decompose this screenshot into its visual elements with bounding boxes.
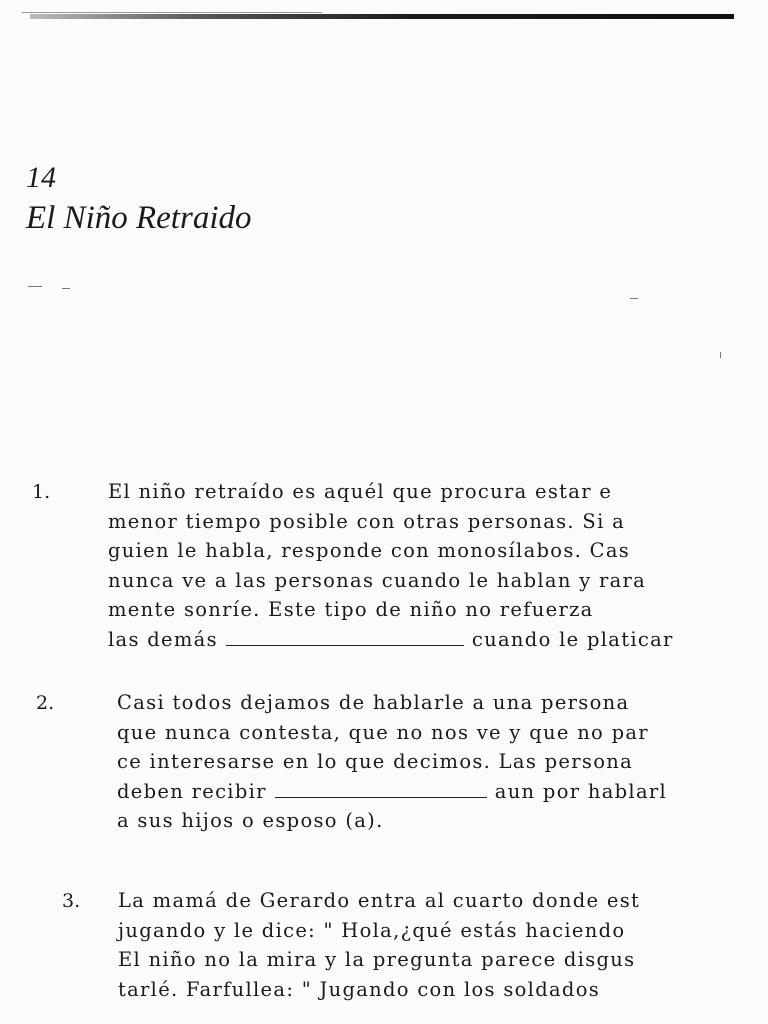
top-rule <box>30 14 734 19</box>
text-line <box>117 718 649 748</box>
scan-speck <box>630 298 638 299</box>
text-line <box>118 975 600 1005</box>
text-line <box>118 916 625 946</box>
text-line <box>108 595 594 625</box>
line-text: que nunca contesta, que no nos ve y que no par <box>117 720 649 744</box>
scan-speck <box>720 352 721 358</box>
scan-speck <box>28 286 42 287</box>
line-text: mente sonríe. Este tipo de niño no refuerza <box>108 598 594 621</box>
text-line <box>117 688 629 718</box>
text-line <box>108 536 630 566</box>
text-line <box>117 777 667 807</box>
text-line <box>118 945 635 975</box>
line-text: El niño no la mira y la pregunta parece disgus <box>118 948 636 971</box>
fill-in-blank[interactable] <box>275 777 487 798</box>
line-text: deben recibir <box>117 779 267 803</box>
scan-speck <box>62 288 70 289</box>
text-line <box>118 886 640 916</box>
text-line <box>108 507 625 537</box>
line-text-after-blank: aun por hablarl <box>494 779 668 803</box>
line-text: tarlé. Farfullea: " Jugando con los soldados <box>118 977 601 1001</box>
exercise-number: 1. <box>32 481 51 503</box>
line-text: La mamá de Gerardo entra al cuarto donde est <box>118 889 641 912</box>
exercise-number: 3. <box>62 890 81 912</box>
line-text: El niño retraído es aquél que procura estar e <box>108 480 613 503</box>
line-text: jugando y le dice: " Hola,¿qué estás haciendo <box>118 918 626 942</box>
fill-in-blank[interactable] <box>226 625 464 646</box>
line-text: ce interesarse en lo que decimos. Las persona <box>117 750 634 773</box>
text-line <box>117 806 384 836</box>
line-text: las demás <box>108 627 218 651</box>
line-text-after-blank: cuando le platicar <box>471 627 674 651</box>
chapter-number: 14 <box>26 161 56 194</box>
chapter-title: El Niño Retraido <box>26 200 252 236</box>
line-text: menor tiempo posible con otras personas. Si a <box>108 509 626 533</box>
exercise-number: 2. <box>36 692 55 714</box>
line-text: guien le habla, responde con monosílabos. Cas <box>108 539 631 562</box>
text-line <box>108 625 674 655</box>
top-rule-thin <box>22 12 322 13</box>
text-line <box>108 566 646 596</box>
text-line <box>117 747 633 777</box>
line-text: Casi todos dejamos de hablarle a una persona <box>117 691 630 714</box>
text-line <box>108 477 612 507</box>
line-text: nunca ve a las personas cuando le hablan y rara <box>108 568 647 592</box>
line-text: a sus hijos o esposo (a). <box>117 809 384 832</box>
